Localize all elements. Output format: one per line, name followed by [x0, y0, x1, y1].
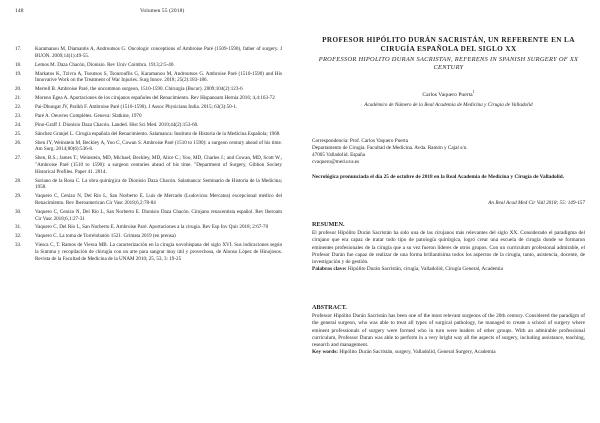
reference-item [15, 46, 282, 59]
author-superscript: 1 [472, 88, 475, 94]
reference-text: Vaquero C, Cenizo N, Del Río L, San Norberto E. Dionisio Daza Chacón. Cirujano renacentista español. Rev Iberoam Cir Vasc 2018;6,1:27-31 [35, 208, 282, 222]
reference-item [15, 86, 282, 93]
reference-number: 25. [15, 130, 22, 137]
article-subtitle: PROFESSOR HIPOLITO DURAN SACRISTAN, REFERENS IN SPANISH SURGERY OF XX CENTURY [318, 56, 579, 72]
reference-text: Shen, B.S.; James T.; Weinstein, MD, Michael; Beckley, MD, Alice C.; Yoo, MD, Charles J.; and Cowan, MD, Scott W., "Ambroise Paré (1510 to 1590): a surgeon centuries ahead of his time. "Department of Surgery, Gibbon Society Historical Profiles. Paper 41. 2014. [35, 155, 282, 175]
article-title: PROFESOR HIPÓLITO DURÁN SACRISTÁN, UN REFERENTE EN LA CIRUGÍA ESPAÑOLA DEL SIGLO XX [322, 36, 575, 53]
resumen-section [312, 221, 585, 274]
abstract-text [312, 313, 585, 357]
reference-text: Lemos M. Daza Chacón, Dionisio. Rev Univ Coimbra. 1913;2:5-40. [35, 61, 175, 68]
reference-item [15, 224, 282, 231]
author-line [312, 89, 585, 98]
title-block [312, 36, 585, 108]
reference-item [15, 131, 282, 138]
keywords-label: Key words: [312, 349, 339, 356]
reference-item [15, 113, 282, 120]
reference-number: 22. [15, 103, 22, 110]
reference-text: Paré A. Oeuvres Complètes. Geneva: Slatkine, 1970 [35, 112, 142, 119]
citation: An Real Acad Med Cir Vall 2018; 55: 149-157 [488, 200, 585, 206]
reference-number: 28. [15, 177, 22, 184]
reference-item [15, 71, 282, 84]
reference-list [15, 46, 282, 265]
reference-text: Soriano de la Rosa C. La obra quirúrgica de Dionisio Daza Chacón. Salamanca: Seminario de Historia de la Medicina; 1958. [35, 177, 282, 191]
reference-text: Pino-Graff J. Dionisio Daza Chacón. Landed. Hist Sci Med. 2010;44(2):153-60. [35, 121, 199, 128]
reference-text: Vaquero C, Del Río L, San Norberto E. Ambroise Paré. Aportaciones a la cirugía. Rev Esp Inv Quir 2018; 2:67-70 [35, 224, 269, 231]
reference-number: 24. [15, 121, 22, 128]
reference-number: 26. [15, 139, 22, 146]
right-page [300, 0, 600, 423]
reference-number: 17. [15, 46, 22, 52]
resumen-heading: RESUMEN. [312, 221, 345, 228]
reference-text: Vaquero C, Cenizo N, Del Río L, San Norberto E. Luis de Mercado (Ludovicus Mercatus) excepcional médico del Renacimiento. Rev Iberoamerican Cir Vasc 2018;6,2:78-84 [35, 193, 282, 206]
keywords-text: Hipólito Durán Sacristán, surgery, Valladolid, General Surgery, Academia [339, 349, 496, 356]
obituary-note: Necrológica pronunciada el día 25 de octubre de 2018 en la Real Academia de Medicina y Cirugía de Valladolid. [312, 174, 565, 180]
reference-text: Vaquero C. La toma de Torrelobatón 1521. Grimata 2019 (en prensa) [35, 233, 176, 240]
page-number: 148 [15, 8, 24, 14]
correspondence-line: 47005 Valladolid. España [312, 151, 366, 158]
reference-item [15, 122, 282, 129]
reference-text: Merrell B. Ambroise Paré, the uncommon surgeon, 1510-1590. Chirurgia (Bucur). 2009;104(2):123-6 [35, 86, 243, 93]
reference-item [15, 104, 282, 111]
palabras-clave-label: Palabras clave: [312, 266, 347, 273]
reference-text: Karamanou M, Diamantis A, Androutsos G. Oncologic conceptions of Ambroise Paré (1509-1590), father of surgery. J BUON. 2009;14(1):49-55. [35, 46, 282, 59]
reference-item [15, 140, 282, 153]
reference-item [15, 155, 282, 175]
reference-item [15, 178, 282, 191]
reference-number: 33. [15, 242, 22, 249]
reference-item [15, 233, 282, 240]
abstract-body: Professor Hipólito Durán Sacristán has been one of the most relevant surgeons of the 20th century. Considered the paradigm of the general surgeon, who was able to treat all types of surgical pathology, he managed to create a school of surgery where eminent professionals of surgery were formed who in turn were leaders of other groups. With an admirable professional curriculum, Professor Duran was able to perform in a very bright way all the aspects of surgery, including assistance, teaching, research and management. [312, 313, 585, 349]
reference-item [15, 209, 282, 222]
reference-text: Moreno Egea A. Aportaciones de los cirujanos españoles del Renacimiento. Rev Hispanoam Hernia 2016; 4,4:163-72 [35, 95, 275, 102]
reference-number: 19. [15, 70, 22, 77]
reference-item [15, 193, 282, 206]
reference-number: 23. [15, 112, 22, 119]
reference-number: 21. [15, 95, 22, 102]
correspondence-line: Departamento de Cirugía. Facultad de Medicina. Avda. Ramón y Cajal s/n. [312, 144, 468, 151]
palabras-clave-text: Hipólito Durán Sacristán, cirugía, Valladolid, Cirugía General, Academia [347, 266, 503, 273]
reference-number: 30. [15, 208, 22, 215]
reference-text: Sánchez Granjel L. Cirugía española del Renacimiento. Salamanca: Instituto de Historia de la Medicina Española; 1968. [35, 130, 281, 137]
reference-number: 32. [15, 233, 22, 240]
correspondence [312, 138, 585, 165]
reference-number: 31. [15, 224, 22, 231]
reference-item [15, 95, 282, 102]
reference-item [15, 62, 282, 69]
correspondence-line: Correspondencia: Prof. Carlos Vaquero Puerta [312, 138, 408, 144]
reference-number: 29. [15, 193, 22, 200]
abstract-section [312, 304, 585, 357]
volume-header: Volumen 55 (2018) [140, 8, 185, 14]
reference-text: Markatos K, Tzivra A, Tsoutsos S, Tsourouflis G, Karamanou M, Androutsos G. Ambroise Paré (1510-1590) and His Innovative Work on the Treatment of War Injuries. Surg Innov. 2018; 25(2):183-186. [35, 70, 282, 84]
affiliation: Académico de Número de la Real Academia de Medicina y Cirugía de Valladolid [364, 101, 533, 108]
author-name: Carlos Vaquero Puerta [422, 91, 473, 98]
reference-number: 27. [15, 155, 22, 162]
reference-text: Shen JY, Weinstein M, Beckley A, Yoo C, Cowan S. Ambroise Paré (1510 to 1590): a surgeon century ahead of his time. Am Surg. 2014;80(6):536-8. [35, 139, 282, 153]
reference-text: Pai-Dhungat JV, Parikh F. Ambroise Paré (1510-1590). J Assoc Physicians India. 2015; 63(3):50-1. [35, 103, 238, 110]
reference-item [15, 242, 282, 262]
resumen-body: El profesor Hipólito Durán Sacristán ha sido una de las cirujanos más relevantes del siglo XX. Considerado el paradigma del cirujano que era capaz de tratar todo tipo de patología quirúrgica, logró crear una escuela de cirugía donde se formaron eminentes profesionales de la cirugía que a su vez fueron líderes de otros grupos. Con un curriculum profesional admirable, el Profesor Durán fue capaz de realizar de una forma brillantísima todos los aspectos de la cirugía, tanto, asistencia, docente, de investigación y de gestión. [312, 230, 585, 266]
reference-number: 18. [15, 61, 22, 68]
resumen-text [312, 230, 585, 274]
abstract-heading: ABSTRACT. [312, 304, 347, 311]
correspondence-email: cvaquero@med.uva.es [312, 158, 360, 165]
reference-text: Viesca C, T. Ramos de Viesca MB. La caracterización en la cirugía novohispana del siglo XVI. Sus indicaciones según la Summa y recopilación de chirugía con un arte para sangrar muy útil y provechosa, de Alonso López de Hinojosos. Revista de la Facultad de Medicina de la UNAM 2010; 25, 53, 3: 19-25 [35, 242, 282, 262]
reference-number: 20. [15, 86, 22, 93]
